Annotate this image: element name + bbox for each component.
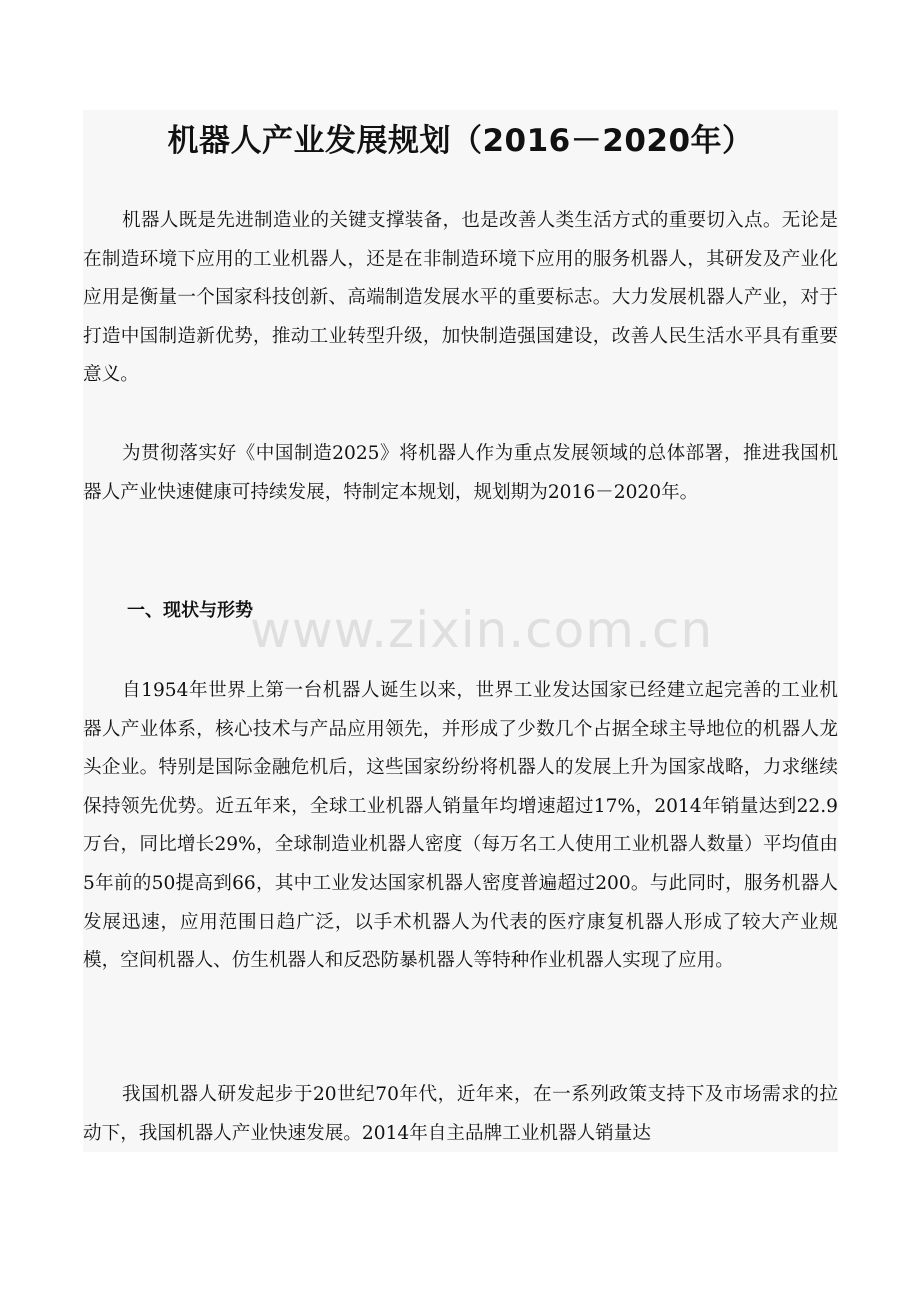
watermark: www.zixin.com.cn (250, 601, 714, 659)
intro-paragraph-1: 机器人既是先进制造业的关键支撑装备，也是改善人类生活方式的重要切入点。无论是在制造环境下应用的工业机器人，还是在非制造环境下应用的服务机器人，其研发及产业化应用是衡量一个国家科技创新、高端制造发展水平的重要标志。大力发展机器人产业，对于打造中国制造新优势，推动工业转型升级，加快制造强国建设，改善人民生活水平具有重要意义。 (83, 210, 838, 386)
section-paragraph-2: 我国机器人研发起步于20世纪70年代，近年来，在一系列政策支持下及市场需求的拉动下，我国机器人产业快速发展。2014年自主品牌工业机器人销量达 (83, 1084, 838, 1144)
document-page (83, 110, 838, 1152)
section-paragraph-1: 自1954年世界上第一台机器人诞生以来，世界工业发达国家已经建立起完善的工业机器人产业体系，核心技术与产品应用领先，并形成了少数几个占据全球主导地位的机器人龙头企业。特别是国际金融危机后，这些国家纷纷将机器人的发展上升为国家战略，力求继续保持领先优势。近五年来，全球工业机器人销量年均增速超过17%，2014年销量达到22.9万台，同比增长29%，全球制造业机器人密度（每万名工人使用工业机器人数量）平均值由5年前的50提高到66，其中工业发达国家机器人密度普遍超过200。与此同时，服务机器人发展迅速，应用范围日趋广泛，以手术机器人为代表的医疗康复机器人形成了较大产业规模，空间机器人、仿生机器人和反恐防暴机器人等特种作业机器人实现了应用。 (83, 680, 838, 972)
intro-paragraph-2: 为贯彻落实好《中国制造2025》将机器人作为重点发展领域的总体部署，推进我国机器人产业快速健康可持续发展，特制定本规划，规划期为2016－2020年。 (83, 443, 838, 503)
document-title: 机器人产业发展规划（2016－2020年） (167, 123, 754, 159)
section-heading: 一、现状与形势 (127, 600, 253, 621)
